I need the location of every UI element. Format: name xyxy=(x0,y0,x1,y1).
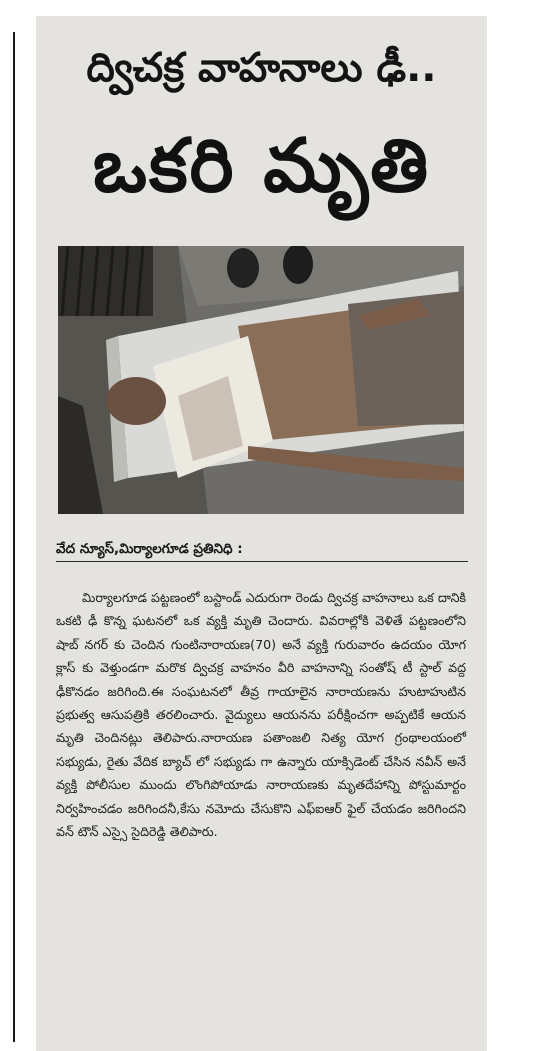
article-body: మిర్యాలగూడ పట్టణంలో బస్టాండ్ ఎదురుగా రెండు ద్విచక్ర వాహనాలు ఒక దానికి ఒకటి ఢీ కొన్న ఘటనలో ఒక వ్యక్తి మృతి చెందారు. వివరాల్లోకి వెళితే పట్టణంలోని షాబ్ నగర్ కు చెందిన గుంటినారాయణ(70) అనే వ్యక్తి గురువారం ఉదయం యోగ క్లాస్ కు వెళ్తుండగా మరొక ద్విచక్ర వాహనం వీరి వాహనాన్ని సంతోష్ టీ స్టాల్ వద్ద ఢీకొనడం జరిగింది.ఈ సంఘటనలో తీవ్ర గాయాలైన నారాయణను హుటాహుటిన ప్రభుత్వ ఆసుపత్రికి తరలించారు. వైద్యులు ఆయనను పరీక్షించగా అప్పటికే ఆయన మృతి చెందినట్లు తెలిపారు.నారాయణ పతాంజలి నిత్య యోగ గ్రంథాలయంలో సభ్యుడు, రైతు వేదిక బ్యాచ్ లో సభ్యుడు గా ఉన్నారు యాక్సిడెంట్ చేసిన నవీన్ అనే వ్యక్తి పోలీసుల ముందు లొంగిపోయాడు నారాయణకు మృతదేహాన్ని పోస్టుమార్టం నిర్వహించడం జరిగిందనీ,కేసు నమోదు చేసుకొని ఎఫ్ఐఆర్ ఫైల్ చేయడం జరిగిందని వన్ టౌన్ ఎస్సై సైదిరెడ్డి తెలిపారు. xyxy=(56,590,466,840)
margin-rule xyxy=(13,32,15,1042)
headline-line-1: ద్విచక్ర వాహనాలు ఢీ.. xyxy=(86,45,437,91)
byline-underline xyxy=(56,561,468,562)
next-headline-cutoff xyxy=(56,1042,476,1051)
news-clipping xyxy=(36,16,487,1051)
byline: వేద న్యూస్,మిర్యాలగూడ ప్రతినిధి : xyxy=(56,541,243,557)
headline-line-2: ఒకరి మృతి xyxy=(92,123,431,209)
accident-photo xyxy=(58,246,464,514)
